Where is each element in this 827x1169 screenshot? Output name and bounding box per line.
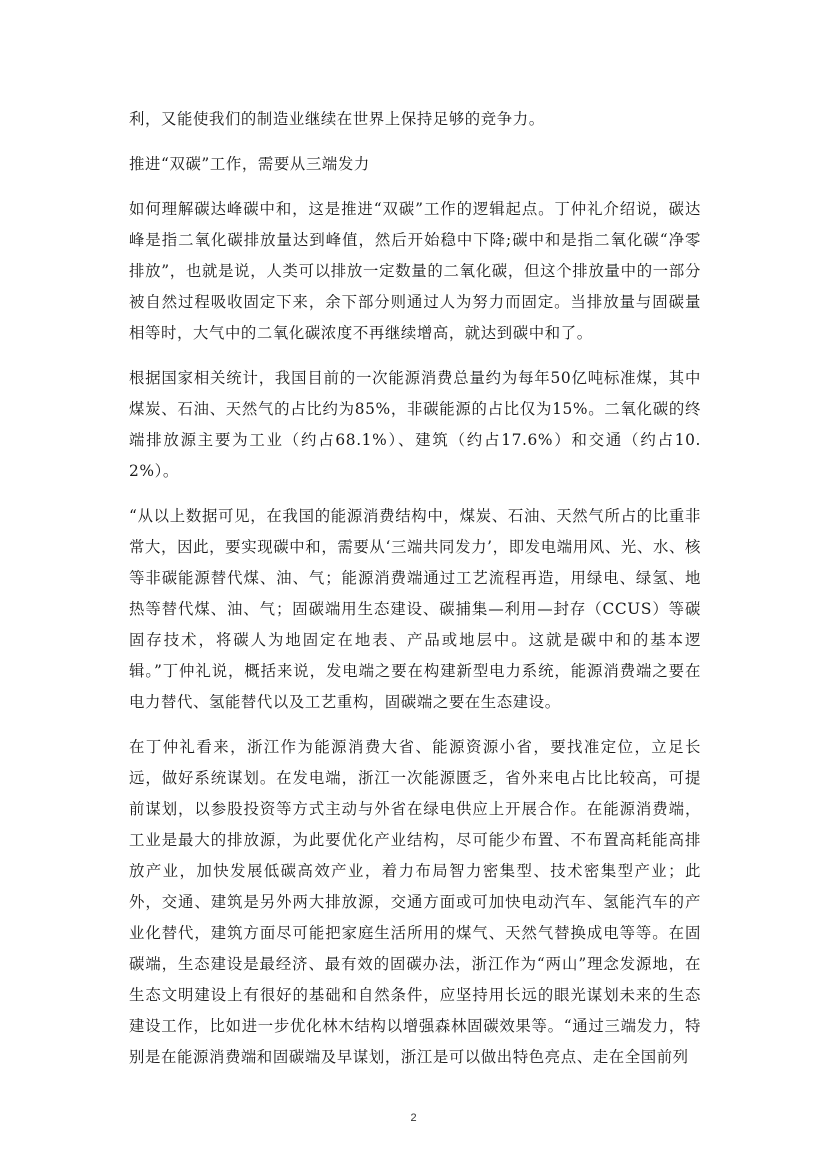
paragraph-three-ends: “从以上数据可见，在我国的能源消费结构中，煤炭、石油、天然气所占的比重非常大，因此，要实现碳中和，需要从‘三端共同发力’，即发电端用风、光、水、核等非碳能源替代煤、油、气；能源消费端通过工艺流程再造，用绿电、绿氢、地热等替代煤、油、气；固碳端用生态建设、碳捕集—利用—封存（CCUS）等碳固存技术，将碳人为地固定在地表、产品或地层中。这就是碳中和的基本逻辑。”丁仲礼说，概括来说，发电端之要在构建新型电力系统，能源消费端之要在电力替代、氢能替代以及工艺重构，固碳端之要在生态建设。 bbox=[129, 507, 701, 711]
section-heading: 推进“双碳”工作，需要从三端发力 bbox=[129, 155, 370, 173]
paragraph-continuation: 利，又能使我们的制造业继续在世界上保持足够的竞争力。 bbox=[129, 110, 545, 128]
paragraph-carbon-definition: 如何理解碳达峰碳中和，这是推进“双碳”工作的逻辑起点。丁仲礼介绍说，碳达峰是指二氧化碳排放量达到峰值，然后开始稳中下降;碳中和是指二氧化碳“净零排放”，也就是说，人类可以排放一定数量的二氧化碳，但这个排放量中的一部分被自然过程吸收固定下来，余下部分则通过人为努力而固定。当排放量与固碳量相等时，大气中的二氧化碳浓度不再继续增高，就达到碳中和了。 bbox=[129, 200, 701, 342]
paragraph-zhejiang-strategy: 在丁仲礼看来，浙江作为能源消费大省、能源资源小省，要找准定位，立足长远，做好系统谋划。在发电端，浙江一次能源匮乏，省外来电占比比较高，可提前谋划，以参股投资等方式主动与外省在绿电供应上开展合作。在能源消费端，工业是最大的排放源，为此要优化产业结构，尽可能少布置、不布置高耗能高排放产业，加快发展低碳高效产业，着力布局智力密集型、技术密集型产业；此外，交通、建筑是另外两大排放源，交通方面或可加快电动汽车、氢能汽车的产业化替代，建筑方面尽可能把家庭生活所用的煤气、天然气替换成电等等。在固碳端，生态建设是最经济、最有效的固碳办法，浙江作为“两山”理念发源地，在生态文明建设上有很好的基础和自然条件，应坚持用长远的眼光谋划未来的生态建设工作，比如进一步优化林木结构以增强森林固碳效果等。“通过三端发力，特别是在能源消费端和固碳端及早谋划，浙江是可以做出特色亮点、走在全国前列 bbox=[129, 738, 701, 1066]
page-number: 2 bbox=[410, 1112, 417, 1124]
document-body bbox=[129, 104, 701, 1087]
paragraph-energy-statistics: 根据国家相关统计，我国目前的一次能源消费总量约为每年50亿吨标准煤，其中煤炭、石油、天然气的占比约为85%，非碳能源的占比仅为15%。二氧化碳的终端排放源主要为工业（约占68.1%）、建筑（约占17.6%）和交通（约占10.2%）。 bbox=[129, 369, 701, 480]
